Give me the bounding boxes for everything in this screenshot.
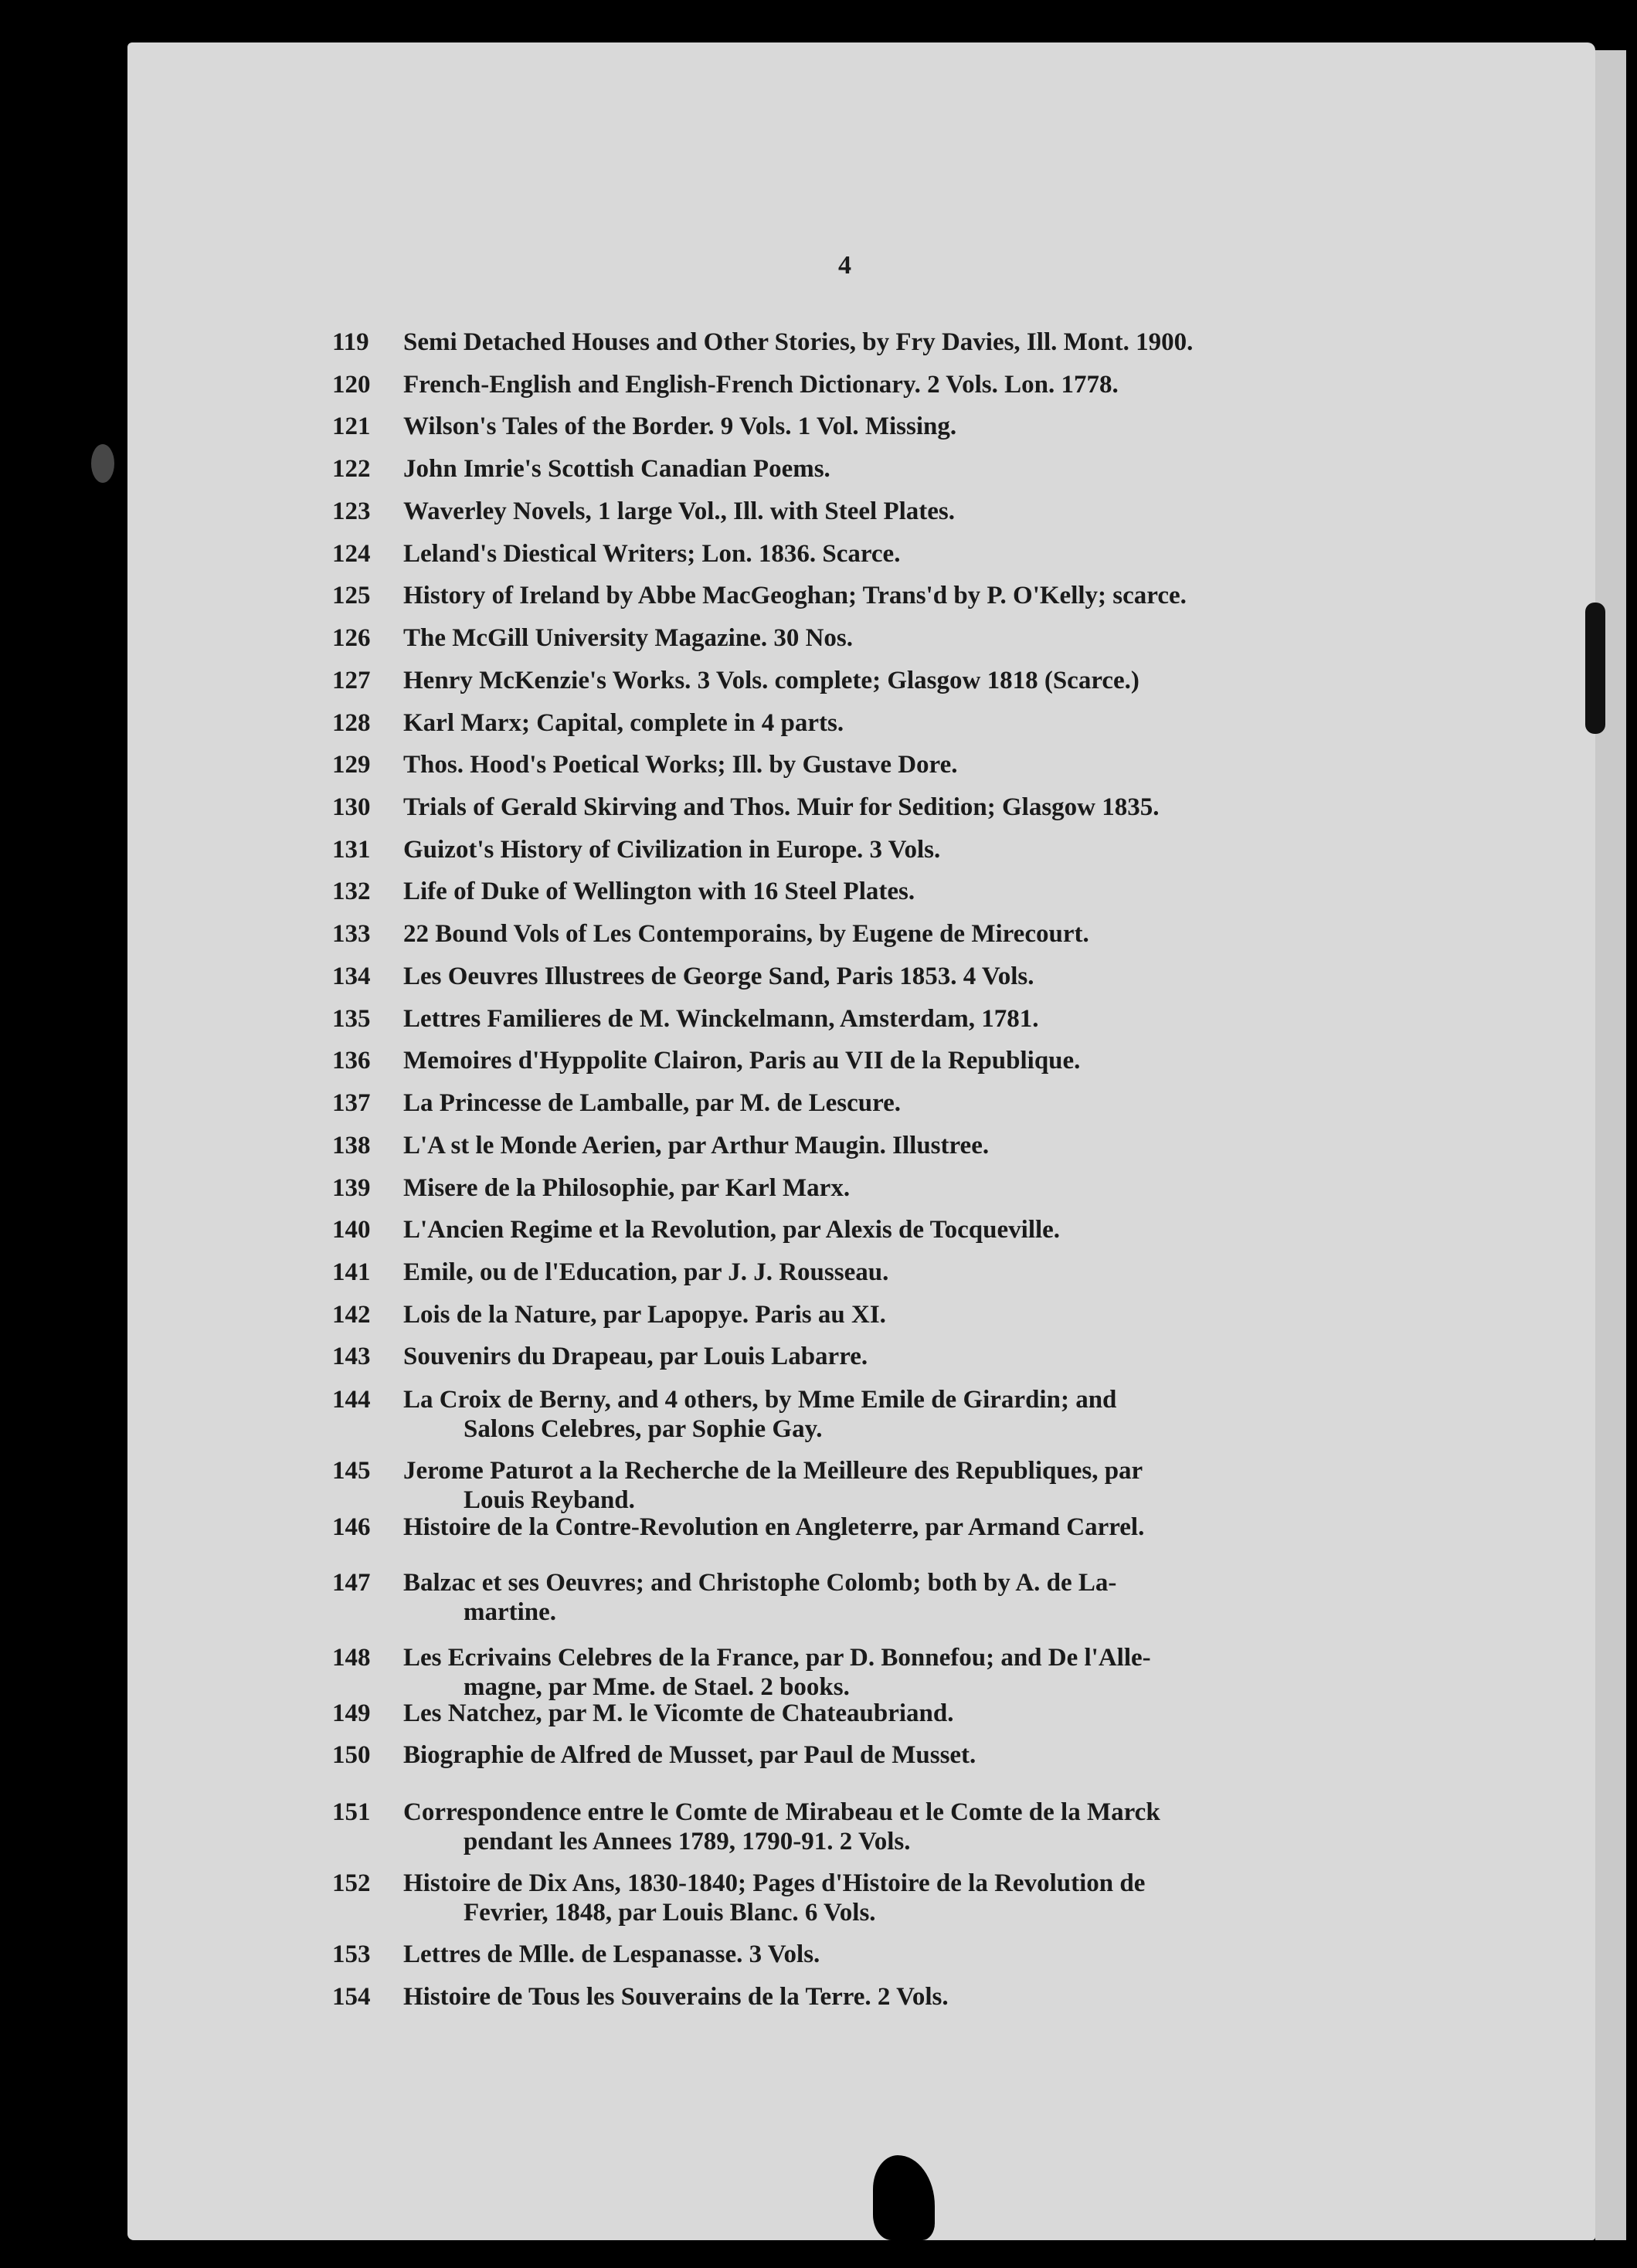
item-title: L'Ancien Regime et la Revolution, par Alexis de Tocqueville. [403,1216,1061,1244]
item-number: 122 [332,455,371,483]
item-title: The McGill University Magazine. 30 Nos. [403,624,854,652]
item-number: 126 [332,624,371,652]
item-number: 124 [332,540,371,568]
page-number: 4 [838,251,851,280]
item-title: 22 Bound Vols of Les Contemporains, by Eugene de Mirecourt. [403,920,1089,948]
item-title: Semi Detached Houses and Other Stories, by Fry Davies, Ill. Mont. 1900. [403,328,1194,356]
item-title: Lois de la Nature, par Lapopye. Paris au XI. [403,1301,886,1329]
item-title: Lettres de Mlle. de Lespanasse. 3 Vols. [403,1940,820,1968]
item-number: 123 [332,497,371,525]
item-number: 148 [332,1644,371,1672]
item-title: Les Oeuvres Illustrees de George Sand, Paris 1853. 4 Vols. [403,963,1034,990]
item-title: Life of Duke of Wellington with 16 Steel Plates. [403,878,915,905]
item-title: La Croix de Berny, and 4 others, by Mme Emile de Girardin; and [403,1386,1117,1414]
item-title-continuation: martine. [464,1598,557,1626]
item-number: 135 [332,1005,371,1033]
item-title: Henry McKenzie's Works. 3 Vols. complete; Glasgow 1818 (Scarce.) [403,667,1139,694]
item-number: 130 [332,793,371,821]
item-title: Lettres Familieres de M. Winckelmann, Amsterdam, 1781. [403,1005,1039,1033]
item-title: Histoire de Dix Ans, 1830-1840; Pages d'Histoire de la Revolution de [403,1869,1146,1897]
item-title: Biographie de Alfred de Musset, par Paul de Musset. [403,1741,976,1769]
item-number: 140 [332,1216,371,1244]
item-number: 151 [332,1798,371,1826]
item-number: 146 [332,1513,371,1541]
item-number: 154 [332,1983,371,2011]
item-title: Correspondence entre le Comte de Mirabeau et le Comte de la Marck [403,1798,1160,1826]
item-title-continuation: Louis Reyband. [464,1486,635,1514]
item-number: 136 [332,1047,371,1075]
item-number: 153 [332,1940,371,1968]
item-number: 150 [332,1741,371,1769]
item-number: 127 [332,667,371,694]
item-title: Jerome Paturot a la Recherche de la Meilleure des Republiques, par [403,1457,1143,1485]
item-title: Les Natchez, par M. le Vicomte de Chateaubriand. [403,1699,954,1727]
item-number: 121 [332,413,371,440]
item-title-continuation: Fevrier, 1848, par Louis Blanc. 6 Vols. [464,1899,876,1927]
item-number: 152 [332,1869,371,1897]
item-number: 119 [332,328,369,356]
item-number: 138 [332,1132,371,1159]
item-title: Les Ecrivains Celebres de la France, par D. Bonnefou; and De l'Alle- [403,1644,1151,1672]
item-title-continuation: pendant les Annees 1789, 1790-91. 2 Vols. [464,1828,911,1855]
item-title: Misere de la Philosophie, par Karl Marx. [403,1174,851,1202]
item-number: 139 [332,1174,371,1202]
item-title: Waverley Novels, 1 large Vol., Ill. with Steel Plates. [403,497,955,525]
item-number: 141 [332,1258,371,1286]
item-title-continuation: magne, par Mme. de Stael. 2 books. [464,1673,850,1701]
item-title-continuation: Salons Celebres, par Sophie Gay. [464,1415,823,1443]
item-number: 134 [332,963,371,990]
item-title: Memoires d'Hyppolite Clairon, Paris au VII de la Republique. [403,1047,1081,1075]
item-number: 133 [332,920,371,948]
item-title: La Princesse de Lamballe, par M. de Lescure. [403,1089,902,1117]
item-title: French-English and English-French Dictionary. 2 Vols. Lon. 1778. [403,371,1119,399]
item-title: L'A st le Monde Aerien, par Arthur Maugin. Illustree. [403,1132,990,1159]
item-title: Guizot's History of Civilization in Europe. 3 Vols. [403,836,941,864]
item-number: 125 [332,582,371,609]
item-number: 120 [332,371,371,399]
item-number: 129 [332,751,371,779]
item-title: Souvenirs du Drapeau, par Louis Labarre. [403,1343,868,1370]
item-number: 137 [332,1089,371,1117]
item-title: History of Ireland by Abbe MacGeoghan; Trans'd by P. O'Kelly; scarce. [403,582,1187,609]
item-title: Karl Marx; Capital, complete in 4 parts. [403,709,844,737]
item-number: 131 [332,836,371,864]
item-number: 132 [332,878,371,905]
item-title: Histoire de Tous les Souverains de la Terre. 2 Vols. [403,1983,949,2011]
item-title: Balzac et ses Oeuvres; and Christophe Colomb; both by A. de La- [403,1569,1117,1597]
item-title: Histoire de la Contre-Revolution en Angleterre, par Armand Carrel. [403,1513,1145,1541]
item-number: 144 [332,1386,371,1414]
item-title: Trials of Gerald Skirving and Thos. Muir for Sedition; Glasgow 1835. [403,793,1160,821]
item-number: 143 [332,1343,371,1370]
item-title: John Imrie's Scottish Canadian Poems. [403,455,830,483]
item-title: Leland's Diestical Writers; Lon. 1836. Scarce. [403,540,901,568]
item-number: 145 [332,1457,371,1485]
item-number: 147 [332,1569,371,1597]
item-number: 142 [332,1301,371,1329]
item-title: Wilson's Tales of the Border. 9 Vols. 1 Vol. Missing. [403,413,957,440]
item-title: Thos. Hood's Poetical Works; Ill. by Gustave Dore. [403,751,958,779]
item-number: 128 [332,709,371,737]
item-number: 149 [332,1699,371,1727]
item-title: Emile, ou de l'Education, par J. J. Rousseau. [403,1258,889,1286]
